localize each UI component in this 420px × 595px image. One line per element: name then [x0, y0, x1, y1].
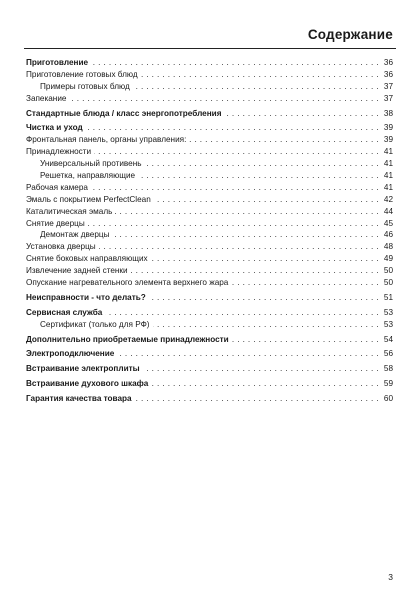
toc-entry-title: Фронтальная панель, органы управления: — [26, 135, 187, 145]
toc-dot-leader — [231, 277, 379, 289]
toc-entry — [26, 81, 393, 93]
page-number: 3 — [388, 572, 393, 582]
toc-dot-leader — [112, 229, 379, 241]
toc-entry — [26, 122, 393, 134]
toc-dot-leader — [91, 57, 379, 69]
toc-dot-leader — [99, 241, 379, 253]
toc-entry-page: 39 — [383, 135, 393, 145]
toc-entry-page: 36 — [383, 57, 393, 67]
toc-entry-page: 38 — [383, 108, 393, 118]
toc-entry-title: Неисправности - что делать? — [26, 292, 146, 302]
toc-entry — [26, 378, 393, 390]
toc-entry-title: Рабочая камера — [26, 182, 88, 192]
toc-entry-title: Универсальный противень — [40, 159, 142, 169]
toc-entry — [26, 277, 393, 289]
toc-entry — [26, 292, 393, 304]
toc-entry-page: 46 — [383, 230, 393, 240]
toc-entry-title: Снятие боковых направляющих — [26, 254, 148, 264]
toc-entry — [26, 194, 393, 206]
toc-entry-page: 37 — [383, 81, 393, 91]
toc-entry-title: Стандартные блюда / класс энергопотребления — [26, 108, 222, 118]
toc-entry-title: Каталитическая эмаль — [26, 206, 113, 216]
toc-dot-leader — [151, 253, 379, 265]
toc-entry — [26, 206, 393, 218]
toc-entry — [26, 307, 393, 319]
toc-dot-leader — [135, 393, 379, 405]
toc-entry — [26, 393, 393, 405]
toc-entry-title: Встраивание электроплиты — [26, 364, 140, 374]
toc-dot-leader — [189, 134, 379, 146]
toc-entry-page: 59 — [383, 379, 393, 389]
toc-entry-title: Примеры готовых блюд — [40, 81, 130, 91]
toc-entry-page: 37 — [383, 93, 393, 103]
toc-entry-page: 48 — [383, 242, 393, 252]
toc-entry-page: 41 — [383, 159, 393, 169]
toc-entry-page: 58 — [383, 364, 393, 374]
toc-dot-leader — [232, 334, 379, 346]
toc-entry-title: Демонтаж дверцы — [40, 230, 110, 240]
table-of-contents — [26, 57, 393, 405]
toc-entry — [26, 363, 393, 375]
toc-entry-page: 53 — [383, 307, 393, 317]
toc-entry — [26, 134, 393, 146]
toc-entry-title: Приготовление готовых блюд — [26, 69, 138, 79]
toc-dot-leader — [94, 146, 379, 158]
toc-entry-title: Гарантия качества товара — [26, 394, 132, 404]
toc-entry-page: 36 — [383, 69, 393, 79]
toc-entry-title: Опускание нагревательного элемента верхнего жара — [26, 278, 229, 288]
toc-entry-title: Сертификат (только для РФ) — [40, 319, 150, 329]
toc-dot-leader — [86, 122, 379, 134]
toc-dot-leader — [131, 265, 379, 277]
toc-dot-leader — [91, 182, 379, 194]
toc-entry-title: Снятие дверцы — [26, 218, 85, 228]
toc-entry-title: Решетка, направляющие — [40, 171, 136, 180]
toc-entry-title: Извлечение задней стенки — [26, 266, 128, 276]
toc-dot-leader — [133, 81, 379, 93]
toc-entry-page: 41 — [383, 147, 393, 157]
toc-entry — [26, 108, 393, 120]
toc-entry — [26, 241, 393, 253]
toc-entry — [26, 253, 393, 265]
toc-dot-leader — [145, 158, 379, 170]
page-title: Содержание — [307, 27, 393, 42]
toc-dot-leader — [138, 170, 379, 182]
toc-dot-leader — [105, 307, 379, 319]
toc-entry-title: Дополнительно приобретаемые принадлежности — [26, 334, 229, 344]
toc-entry-page: 39 — [383, 123, 393, 133]
toc-entry-page: 56 — [383, 349, 393, 359]
toc-entry-page: 49 — [383, 254, 393, 264]
toc-entry-page: 44 — [383, 206, 393, 216]
toc-dot-leader — [115, 206, 379, 218]
toc-entry — [26, 146, 393, 158]
toc-entry-title: Приготовление — [26, 57, 89, 67]
toc-entry — [26, 57, 393, 69]
toc-dot-leader — [143, 363, 379, 375]
toc-dot-leader — [153, 319, 379, 331]
toc-dot-leader — [154, 194, 379, 206]
toc-entry-page: 51 — [383, 292, 393, 302]
toc-entry-title: Встраивание духового шкафа — [26, 379, 149, 389]
toc-entry-page: 60 — [383, 394, 393, 404]
toc-entry — [26, 319, 393, 331]
page-header — [24, 18, 396, 49]
toc-entry-title: Эмаль с покрытием PerfectClean — [26, 194, 151, 204]
toc-entry-title: Электроподключение — [26, 349, 115, 359]
toc-entry-title: Установка дверцы — [26, 242, 96, 252]
toc-entry-page: 54 — [383, 334, 393, 344]
toc-entry — [26, 218, 393, 230]
toc-entry-page: 41 — [383, 171, 393, 180]
toc-entry-page: 41 — [383, 182, 393, 192]
toc-entry — [26, 158, 393, 170]
toc-dot-leader — [224, 108, 379, 120]
toc-dot-leader — [88, 218, 379, 230]
toc-entry-page: 50 — [383, 278, 393, 288]
toc-dot-leader — [141, 69, 379, 81]
toc-entry-title: Чистка и уход — [26, 123, 83, 133]
toc-entry-page: 45 — [383, 218, 393, 228]
toc-entry-title: Принадлежности — [26, 147, 92, 157]
toc-entry-title: Запекание — [26, 93, 67, 103]
toc-entry — [26, 182, 393, 194]
toc-entry — [26, 69, 393, 81]
toc-dot-leader — [69, 93, 379, 105]
toc-entry — [26, 93, 393, 105]
toc-dot-leader — [149, 292, 379, 304]
toc-entry — [26, 265, 393, 277]
toc-entry — [26, 334, 393, 346]
toc-entry — [26, 229, 393, 241]
toc-entry — [26, 348, 393, 360]
toc-dot-leader — [151, 378, 379, 390]
toc-entry-title: Сервисная служба — [26, 307, 103, 317]
toc-entry-page: 53 — [383, 319, 393, 329]
toc-dot-leader — [117, 348, 379, 360]
toc-entry-page: 50 — [383, 266, 393, 276]
toc-entry-page: 42 — [383, 194, 393, 204]
toc-entry — [26, 170, 393, 182]
